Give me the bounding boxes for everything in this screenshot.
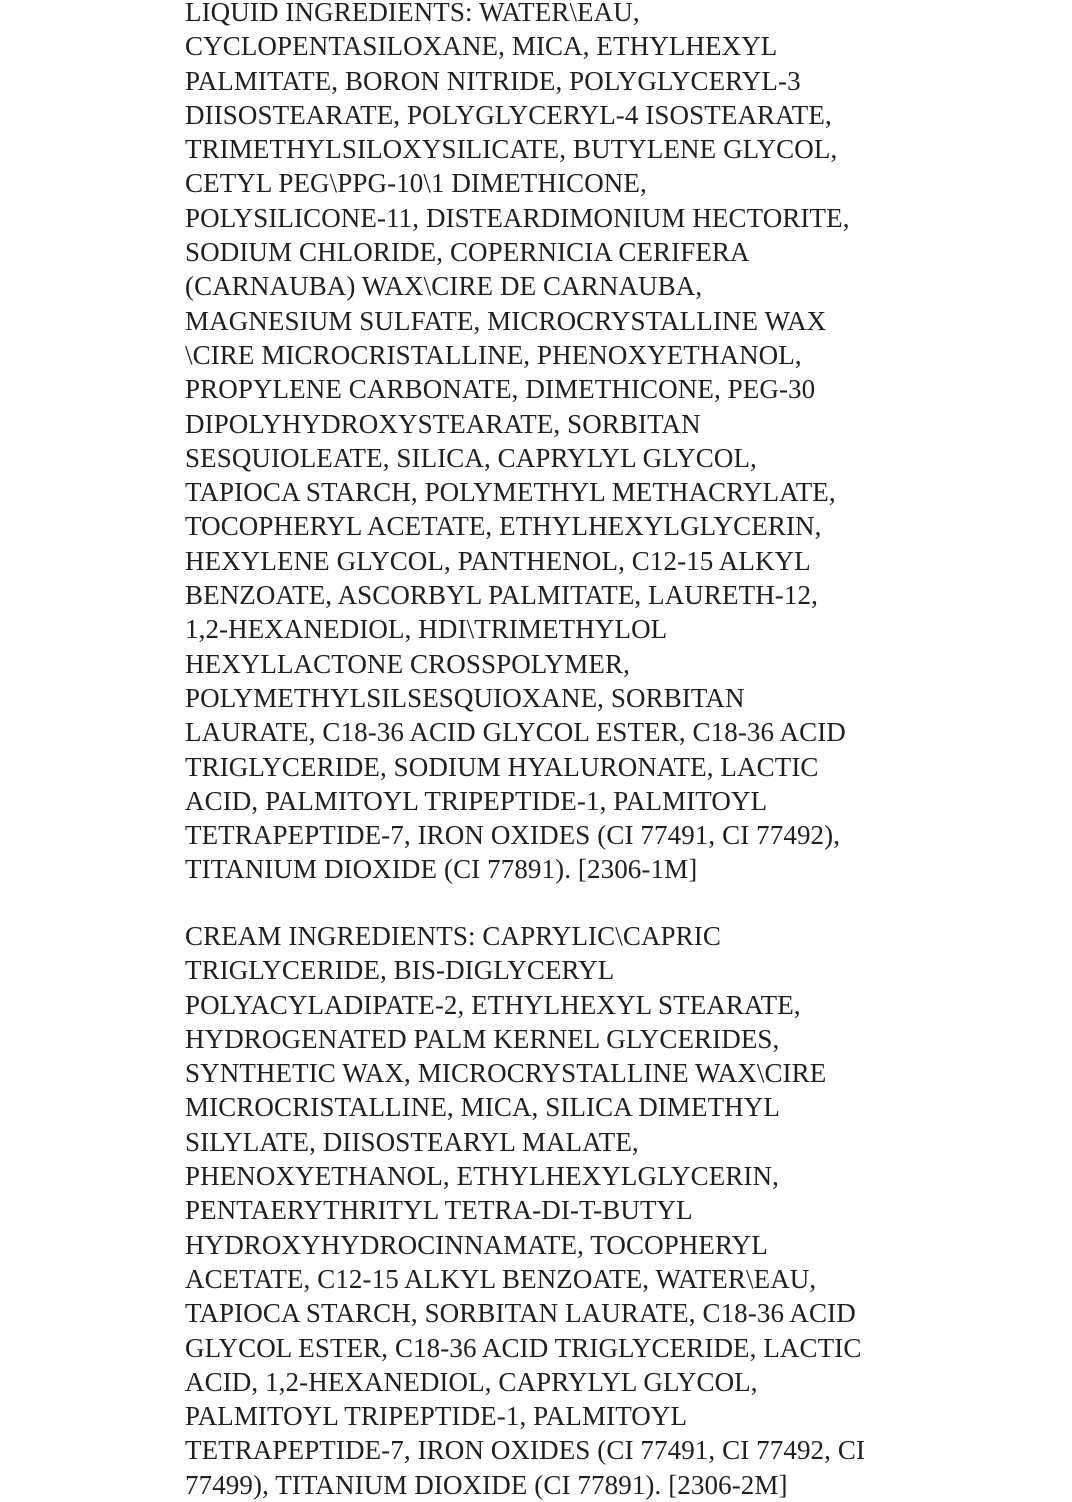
liquid-ingredients-line: PALMITATE, BORON NITRIDE, POLYGLYCERYL-3	[185, 65, 801, 96]
liquid-ingredients-line: SODIUM CHLORIDE, COPERNICIA CERIFERA	[185, 237, 750, 268]
liquid-ingredients-line: ACID, PALMITOYL TRIPEPTIDE-1, PALMITOYL	[185, 785, 768, 816]
cream-ingredients-line: PENTAERYTHRITYL TETRA-DI-T-BUTYL	[185, 1195, 693, 1226]
cream-ingredients-line: TAPIOCA STARCH, SORBITAN LAURATE, C18-36 ACID	[185, 1298, 856, 1329]
liquid-ingredients-line: LIQUID INGREDIENTS: WATER\EAU,	[185, 0, 640, 27]
cream-ingredients-paragraph	[185, 919, 1045, 1502]
cream-ingredients-line: TRIGLYCERIDE, BIS-DIGLYCERYL	[185, 955, 615, 986]
liquid-ingredients-line: SESQUIOLEATE, SILICA, CAPRYLYL GLYCOL,	[185, 442, 757, 473]
cream-ingredients-line: SYNTHETIC WAX, MICROCRYSTALLINE WAX\CIRE	[185, 1058, 827, 1089]
liquid-ingredients-line: TOCOPHERYL ACETATE, ETHYLHEXYLGLYCERIN,	[185, 511, 822, 542]
liquid-ingredients-line: TITANIUM DIOXIDE (CI 77891). [2306-1M]	[185, 854, 698, 885]
liquid-ingredients-line: (CARNAUBA) WAX\CIRE DE CARNAUBA,	[185, 271, 703, 302]
liquid-ingredients-line: DIPOLYHYDROXYSTEARATE, SORBITAN	[185, 408, 701, 439]
cream-ingredients-line: CREAM INGREDIENTS: CAPRYLIC\CAPRIC	[185, 921, 721, 951]
liquid-ingredients-line: CYCLOPENTASILOXANE, MICA, ETHYLHEXYL	[185, 31, 778, 62]
liquid-ingredients-line: BENZOATE, ASCORBYL PALMITATE, LAURETH-12,	[185, 580, 818, 611]
liquid-ingredients-line: POLYMETHYLSILSESQUIOXANE, SORBITAN	[185, 682, 745, 713]
liquid-ingredients-line: TRIMETHYLSILOXYSILICATE, BUTYLENE GLYCOL,	[185, 134, 838, 165]
liquid-ingredients-line: HEXYLLACTONE CROSSPOLYMER,	[185, 648, 630, 679]
liquid-ingredients-line: MAGNESIUM SULFATE, MICROCRYSTALLINE WAX	[185, 305, 827, 336]
cream-ingredients-line: TETRAPEPTIDE-7, IRON OXIDES (CI 77491, CI 77492, CI	[185, 1435, 866, 1466]
cream-ingredients-line: POLYACYLADIPATE-2, ETHYLHEXYL STEARATE,	[185, 989, 801, 1020]
cream-ingredients-line: SILYLATE, DIISOSTEARYL MALATE,	[185, 1126, 639, 1157]
liquid-ingredients-paragraph	[185, 0, 1045, 887]
cream-ingredients-line: GLYCOL ESTER, C18-36 ACID TRIGLYCERIDE, LACTIC	[185, 1332, 862, 1363]
liquid-ingredients-line: \CIRE MICROCRISTALLINE, PHENOXYETHANOL,	[185, 339, 802, 370]
liquid-ingredients-line: CETYL PEG\PPG-10\1 DIMETHICONE,	[185, 168, 647, 199]
cream-ingredients-line: ACETATE, C12-15 ALKYL BENZOATE, WATER\EAU,	[185, 1263, 817, 1294]
cream-ingredients-line: HYDROGENATED PALM KERNEL GLYCERIDES,	[185, 1023, 780, 1054]
liquid-ingredients-line: TETRAPEPTIDE-7, IRON OXIDES (CI 77491, CI 77492),	[185, 820, 841, 851]
liquid-ingredients-line: POLYSILICONE-11, DISTEARDIMONIUM HECTORITE,	[185, 202, 850, 233]
cream-ingredients-line: 77499), TITANIUM DIOXIDE (CI 77891). [2306-2M]	[185, 1469, 788, 1500]
cream-ingredients-line: PALMITOYL TRIPEPTIDE-1, PALMITOYL	[185, 1401, 688, 1432]
liquid-ingredients-line: DIISOSTEARATE, POLYGLYCERYL-4 ISOSTEARATE,	[185, 99, 832, 130]
cream-ingredients-line: ACID, 1,2-HEXANEDIOL, CAPRYLYL GLYCOL,	[185, 1366, 758, 1397]
cream-ingredients-line: MICROCRISTALLINE, MICA, SILICA DIMETHYL	[185, 1092, 780, 1123]
liquid-ingredients-line: TAPIOCA STARCH, POLYMETHYL METHACRYLATE,	[185, 477, 836, 508]
liquid-ingredients-line: LAURATE, C18-36 ACID GLYCOL ESTER, C18-36 ACID	[185, 717, 846, 748]
cream-ingredients-line: PHENOXYETHANOL, ETHYLHEXYLGLYCERIN,	[185, 1161, 779, 1192]
liquid-ingredients-line: HEXYLENE GLYCOL, PANTHENOL, C12-15 ALKYL	[185, 545, 811, 576]
liquid-ingredients-line: TRIGLYCERIDE, SODIUM HYALURONATE, LACTIC	[185, 751, 819, 782]
liquid-ingredients-line: PROPYLENE CARBONATE, DIMETHICONE, PEG-30	[185, 374, 816, 405]
cream-ingredients-line: HYDROXYHYDROCINNAMATE, TOCOPHERYL	[185, 1229, 768, 1260]
liquid-ingredients-line: 1,2-HEXANEDIOL, HDI\TRIMETHYLOL	[185, 614, 668, 645]
